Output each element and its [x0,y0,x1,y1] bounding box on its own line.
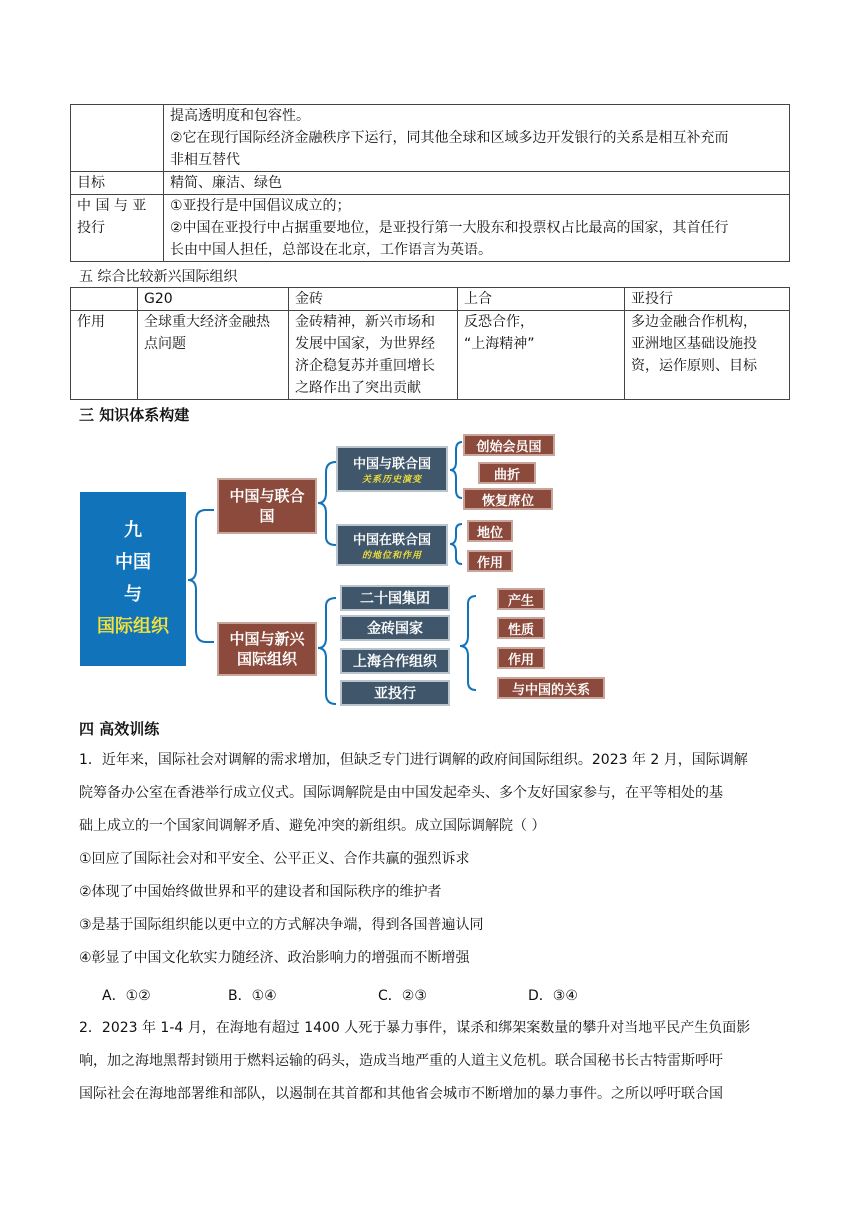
option-a[interactable]: A．①② [102,988,151,1004]
goal-value: 精简、廉洁、绿色 [164,172,790,195]
root-line: 九 [124,520,142,541]
text-line: 反恐合作， [464,314,534,330]
section-3-title: 三 知识体系构建 [79,406,190,424]
header-brics: 金砖 [289,288,458,311]
option-b[interactable]: B．①④ [228,988,277,1004]
sub-title: 中国在联合国 [352,533,431,548]
text-line: 发展中国家，为世界经 [295,336,435,352]
sub-china-in-un [336,524,448,566]
text-line: 多边金融合作机构， [631,314,757,330]
diagram-root [80,492,186,666]
question-1 [79,744,791,975]
text-line: ①亚投行是中国倡议成立的； [170,198,351,214]
leaf-founding-member: 创始会员国 [463,434,555,456]
sub-title: 中国与联合国 [352,457,431,472]
leaf-origin: 产生 [497,588,545,610]
option-d[interactable]: D．③④ [528,988,578,1004]
root-line: 与 [124,584,142,605]
leaf-status: 地位 [467,520,513,542]
section-5-title: 五 综合比较新兴国际组织 [79,269,238,285]
row-label-goal: 目标 [71,172,164,195]
question-line: ①回应了国际社会对和平安全、公平正义、合作共赢的强烈诉求 [79,851,470,867]
root-line: 中国 [115,552,151,573]
branch-label: 中国与新兴国际组织 [229,630,305,668]
question-line: ③是基于国际组织能以更中立的方式解决争端，得到各国普遍认同 [79,917,484,933]
row-label-role: 作用 [71,311,138,400]
text-line: 资，运作原则、目标 [631,358,757,374]
leaf-function: 作用 [497,647,545,669]
leaf-restore-seat: 恢复席位 [463,488,553,510]
branch-china-un [217,478,317,534]
sub-china-un-history [336,446,448,492]
text-line: 中 国 与 亚 [77,198,147,214]
sub-subtitle: 的地位和作用 [361,551,422,561]
header-sco: 上合 [458,288,625,311]
sub-subtitle: 关系历史演变 [361,475,422,485]
question-line: 2．2023 年 1-4 月，在海地有超过 1400 人死于暴力事件，谋杀和绑架案数量的攀升对当地平民产生负面影 [79,1020,751,1036]
question-2 [79,1012,791,1111]
section-4-title: 四 高效训练 [79,720,160,738]
text-line: 点问题 [144,336,186,352]
question-line: ④彰显了中国文化软实力随经济、政治影响力的增强而不断增强 [79,950,470,966]
leaf-role: 作用 [467,550,513,572]
item-brics: 金砖国家 [340,615,450,641]
question-line: 础上成立的一个国家间调解矛盾、避免冲突的新组织。成立国际调解院（ ） [79,818,546,834]
text-line: 长由中国人担任，总部设在北京，工作语言为英语。 [170,242,492,258]
text-line: 提高透明度和包容性。 [170,108,310,124]
text-line: “上海精神” [464,336,535,352]
branch-china-emerging [217,622,317,676]
text-line: 投行 [77,220,105,236]
question-line: 1．近年来，国际社会对调解的需求增加，但缺乏专门进行调解的政府间国际组织。2023 年 2 月，国际调解 [79,752,748,768]
header-aiib: 亚投行 [625,288,790,311]
text-line: 济企稳复苏并重回增长 [295,358,435,374]
text-line: ②它在现行国际经济金融秩序下运行，同其他全球和区域多边开发银行的关系是相互补充而 [170,130,729,146]
leaf-nature: 性质 [497,617,545,639]
question-line: 国际社会在海地部署维和部队，以遏制在其首都和其他省会城市不断增加的暴力事件。之所以呼吁联合国 [79,1086,723,1102]
root-line: 国际组织 [97,616,169,637]
header-g20: G20 [138,288,289,311]
text-line: 金砖精神，新兴市场和 [295,314,435,330]
text-line: 亚洲地区基础设施投 [631,336,757,352]
branch-label: 中国与联合国 [229,487,305,525]
item-sco: 上海合作组织 [340,648,450,674]
text-line: 非相互替代 [170,152,240,168]
question-line: 响，加之海地黑帮封锁用于燃料运输的码头，造成当地严重的人道主义危机。联合国秘书长古特雷斯呼吁 [79,1053,723,1069]
text-line: ②中国在亚投行中占据重要地位，是亚投行第一大股东和投票权占比最高的国家，其首任行 [170,220,729,236]
item-aiib: 亚投行 [340,680,450,706]
leaf-relation-china: 与中国的关系 [497,677,605,699]
question-line: ②体现了中国始终做世界和平的建设者和国际秩序的维护者 [79,884,442,900]
text-line: 全球重大经济金融热 [144,314,270,330]
text-line: 之路作出了突出贡献 [295,380,421,396]
leaf-twists: 曲折 [478,462,536,484]
item-g20: 二十国集团 [340,585,450,611]
question-line: 院筹备办公室在香港举行成立仪式。国际调解院是由中国发起牵头、多个友好国家参与，在平等相处的基 [79,785,723,801]
option-c[interactable]: C．②③ [378,988,427,1004]
